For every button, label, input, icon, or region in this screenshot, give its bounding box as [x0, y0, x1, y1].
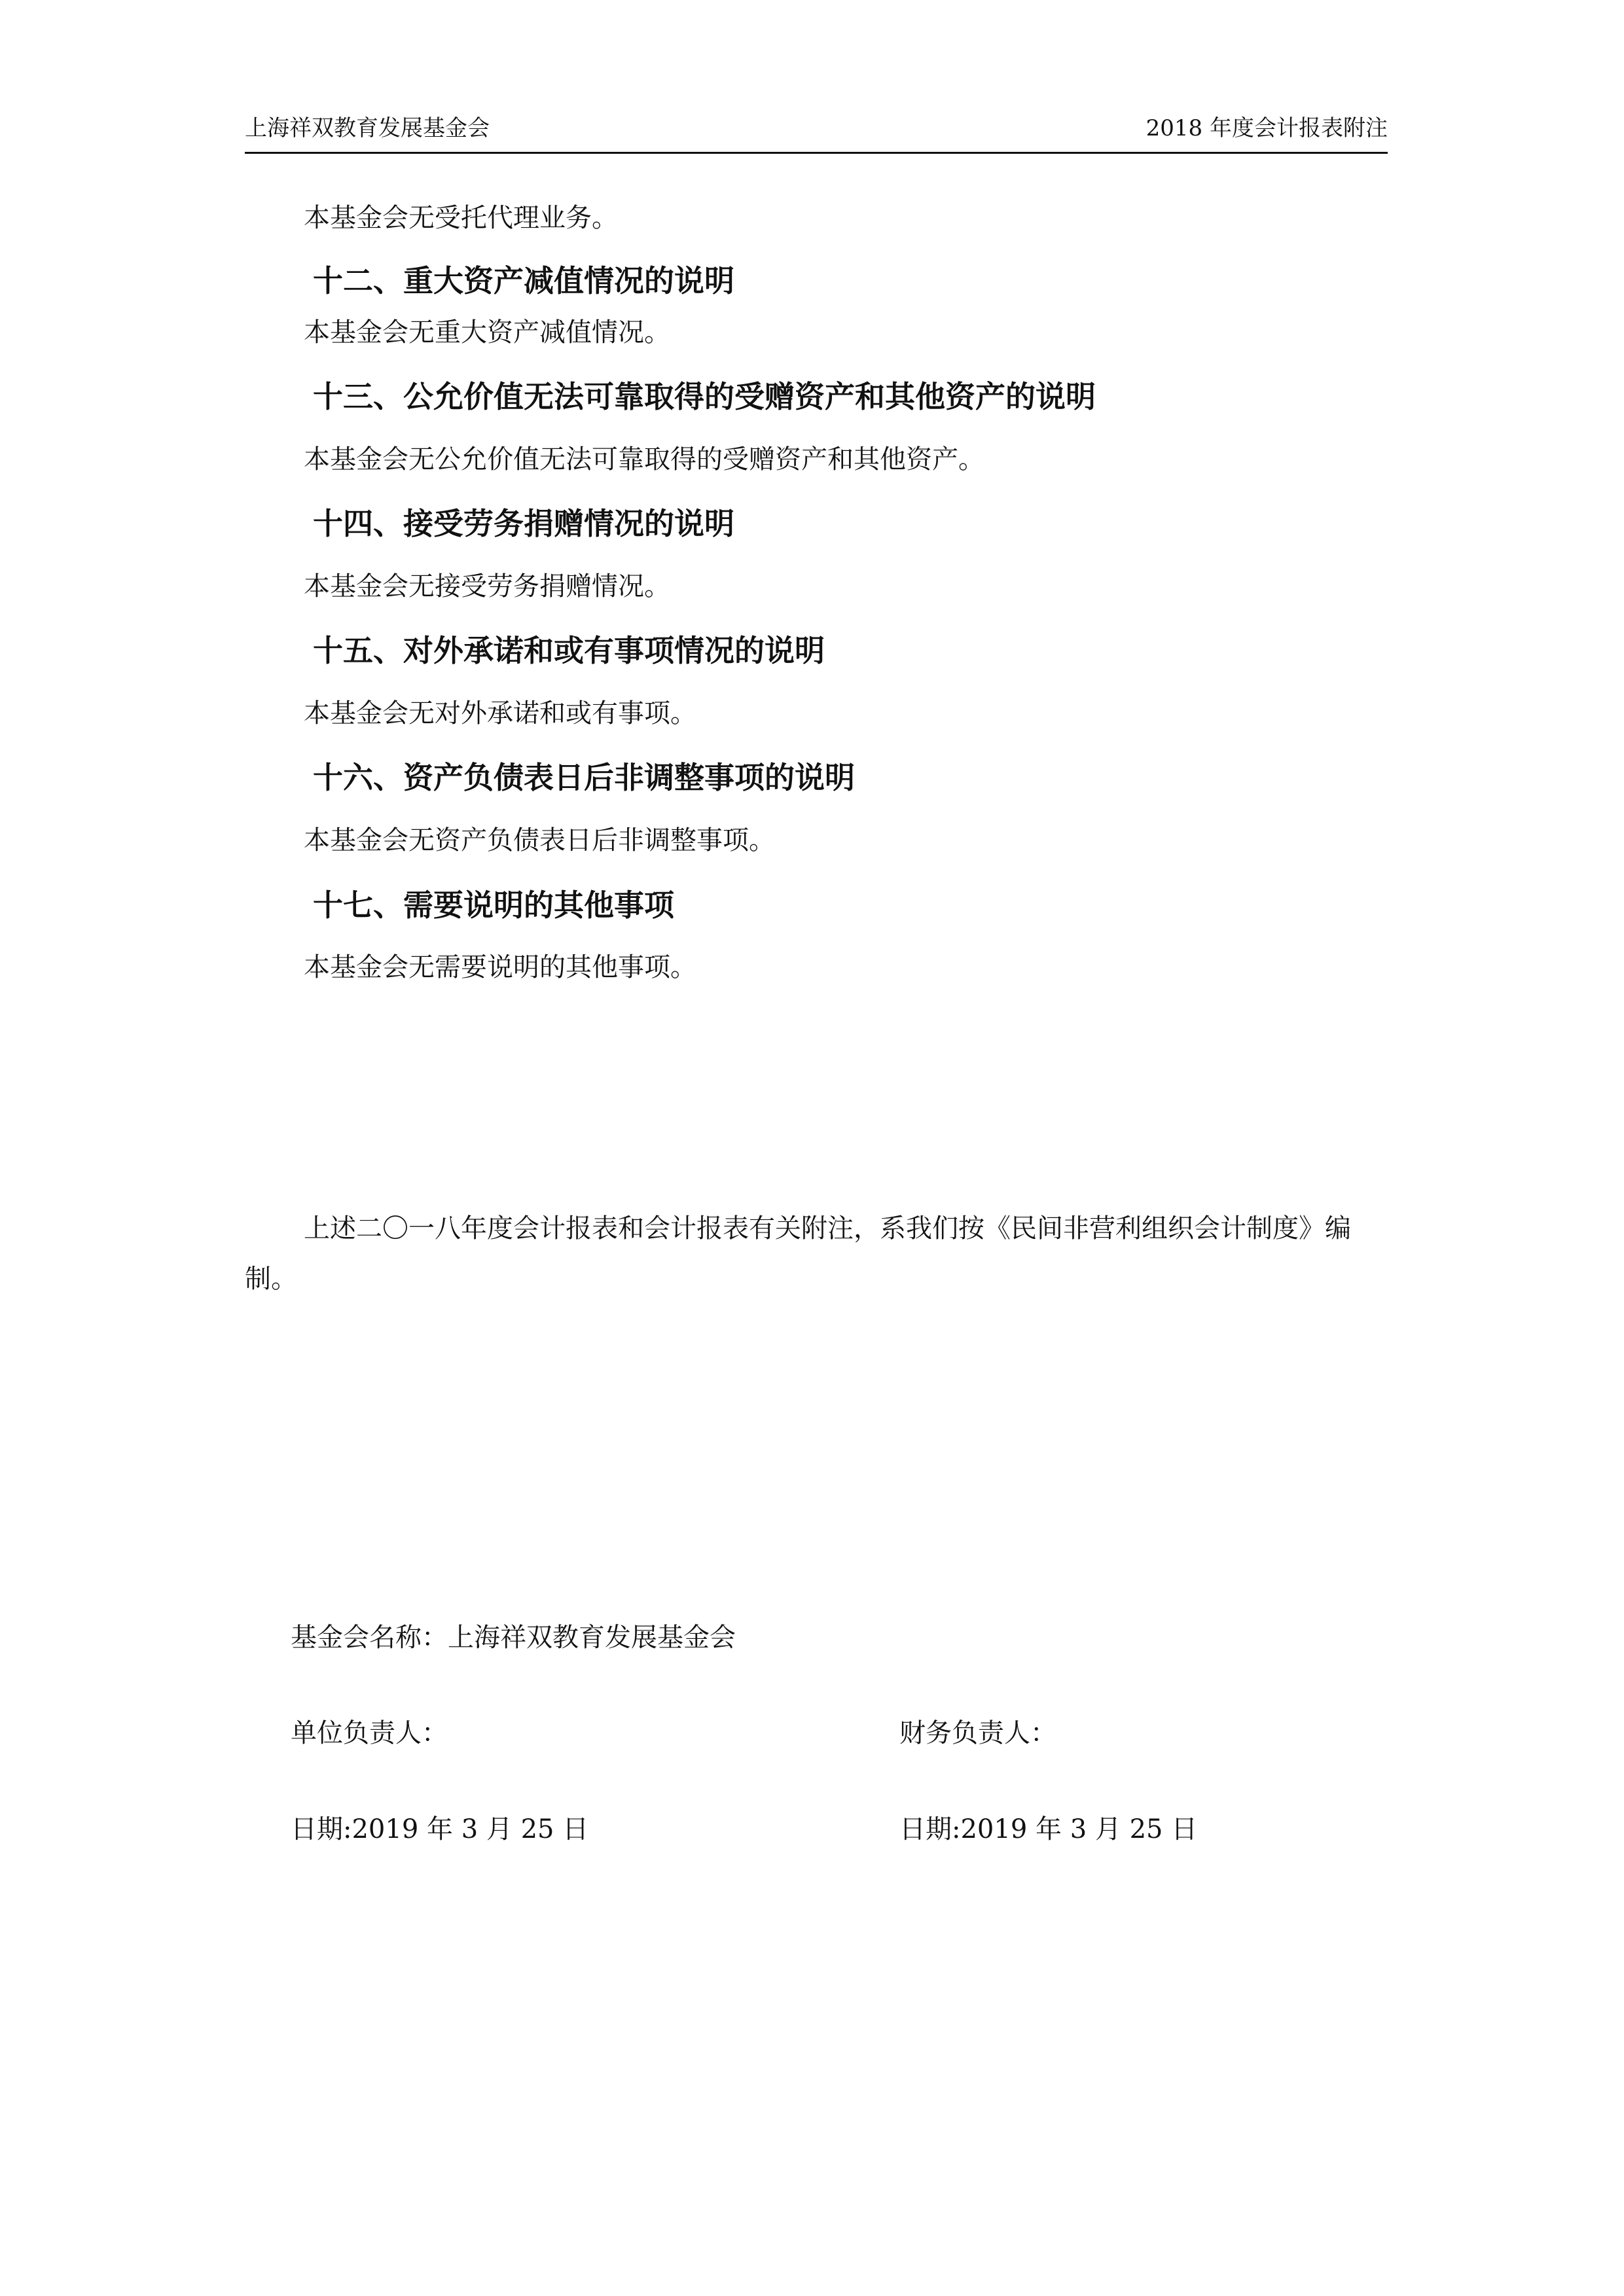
- page-header: [245, 111, 1388, 154]
- section-17-text: 本基金会无需要说明的其他事项。: [304, 952, 696, 982]
- section-12-title: 十二、重大资产减值情况的说明: [313, 263, 734, 298]
- section-14-title: 十四、接受劳务捐赠情况的说明: [313, 506, 734, 541]
- date-left: 日期:2019 年 3 月 25 日: [291, 1814, 589, 1844]
- header-report-title: 2018 年度会计报表附注: [1146, 115, 1388, 141]
- foundation-name-label: 基金会名称：: [291, 1623, 448, 1653]
- foundation-name-row: [291, 1621, 736, 1655]
- section-13-text: 本基金会无公允价值无法可靠取得的受赠资产和其他资产。: [304, 444, 984, 475]
- intro-text: 本基金会无受托代理业务。: [304, 203, 618, 233]
- section-14-text: 本基金会无接受劳务捐赠情况。: [304, 571, 670, 601]
- unit-head-label: 单位负责人：: [291, 1718, 448, 1748]
- date-right: 日期:2019 年 3 月 25 日: [899, 1814, 1198, 1844]
- section-16-text: 本基金会无资产负债表日后非调整事项。: [304, 825, 775, 855]
- closing-statement: 上述二〇一八年度会计报表和会计报表有关附注，系我们按《民间非营利组织会计制度》编制。: [245, 1213, 1351, 1294]
- foundation-name: 上海祥双教育发展基金会: [448, 1623, 736, 1653]
- section-17-title: 十七、需要说明的其他事项: [313, 888, 674, 923]
- section-12-text: 本基金会无重大资产减值情况。: [304, 317, 670, 348]
- section-15-title: 十五、对外承诺和或有事项情况的说明: [313, 633, 825, 668]
- header-org-name: 上海祥双教育发展基金会: [245, 115, 490, 141]
- section-15-text: 本基金会无对外承诺和或有事项。: [304, 698, 696, 728]
- section-13-title: 十三、公允价值无法可靠取得的受赠资产和其他资产的说明: [313, 379, 1096, 414]
- finance-head-label: 财务负责人：: [899, 1718, 1056, 1748]
- section-16-title: 十六、资产负债表日后非调整事项的说明: [313, 760, 855, 795]
